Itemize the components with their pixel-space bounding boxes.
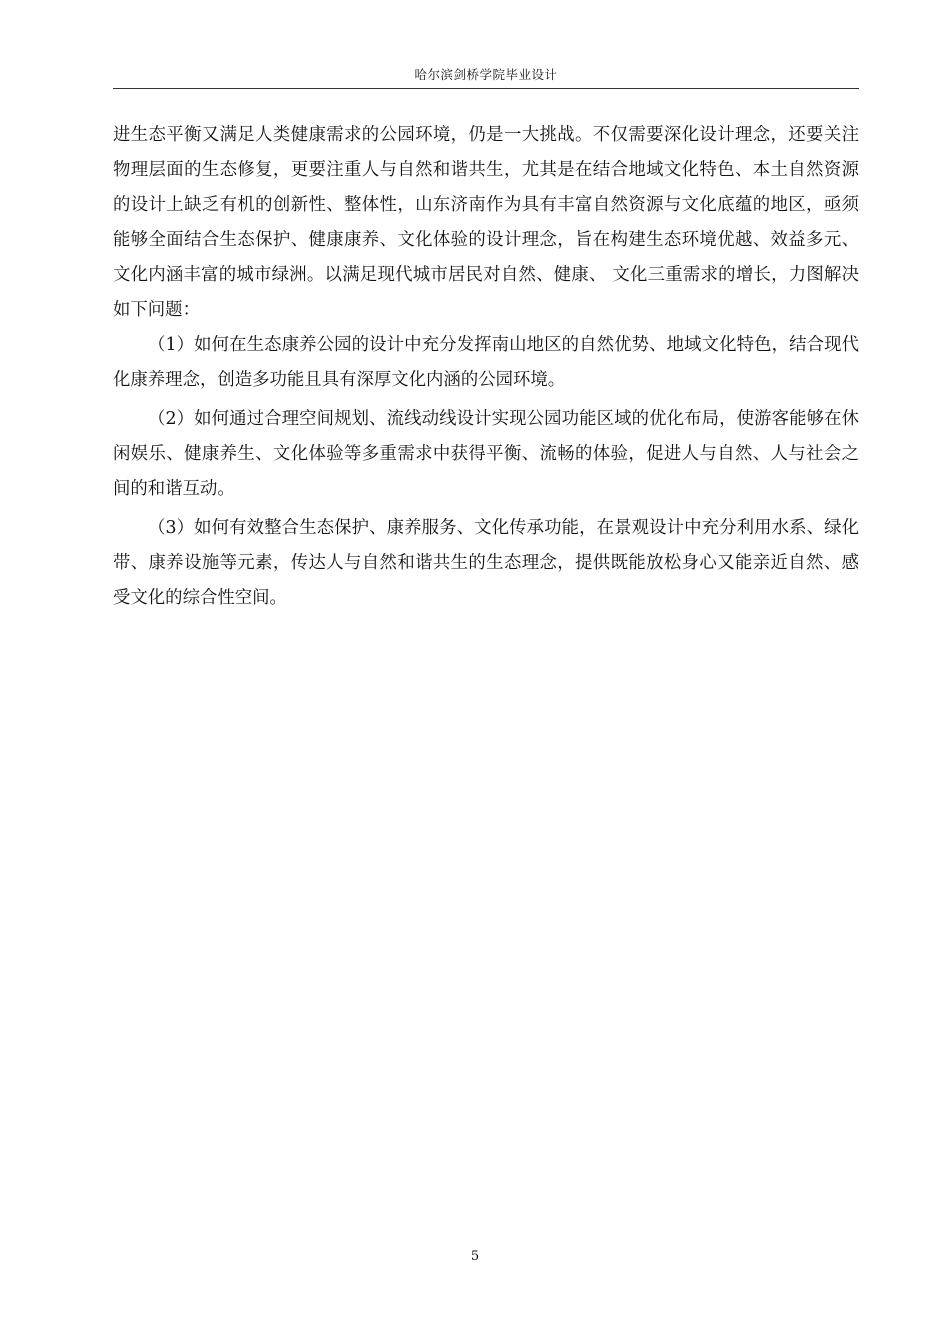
page-header [113,66,859,89]
page-footer [0,1248,950,1266]
document-body [113,118,859,616]
body-paragraph-question-3: （3）如何有效整合生态保护、康养服务、文化传承功能，在景观设计中充分利用水系、绿化带、康养设施等元素，传达人与自然和谐共生的生态理念，提供既能放松身心又能亲近自然、感受文化的综合性空间。 [113,518,859,608]
page-number: 5 [470,1249,480,1264]
body-paragraph-question-1: （1）如何在生态康养公园的设计中充分发挥南山地区的自然优势、地域文化特色，结合现代化康养理念，创造多功能且具有深厚文化内涵的公园环境。 [113,335,859,390]
body-paragraph-continuation: 进生态平衡又满足人类健康需求的公园环境，仍是一大挑战。不仅需要深化设计理念，还要关注物理层面的生态修复，更要注重人与自然和谐共生，尤其是在结合地域文化特色、本土自然资源的设计上缺乏有机的创新性、整体性，山东济南作为具有丰富自然资源与文化底蕴的地区，亟须能够全面结合生态保护、健康康养、文化体验的设计理念，旨在构建生态环境优越、效益多元、文化内涵丰富的城市绿洲。以满足现代城市居民对自然、健康、 文化三重需求的增长，力图解决如下问题： [113,125,859,320]
header-title: 哈尔滨剑桥学院毕业设计 [414,67,558,82]
body-paragraph-question-2: （2）如何通过合理空间规划、流线动线设计实现公园功能区域的优化布局，使游客能够在休闲娱乐、健康养生、文化体验等多重需求中获得平衡、流畅的体验，促进人与自然、人与社会之间的和谐互动。 [113,409,859,499]
